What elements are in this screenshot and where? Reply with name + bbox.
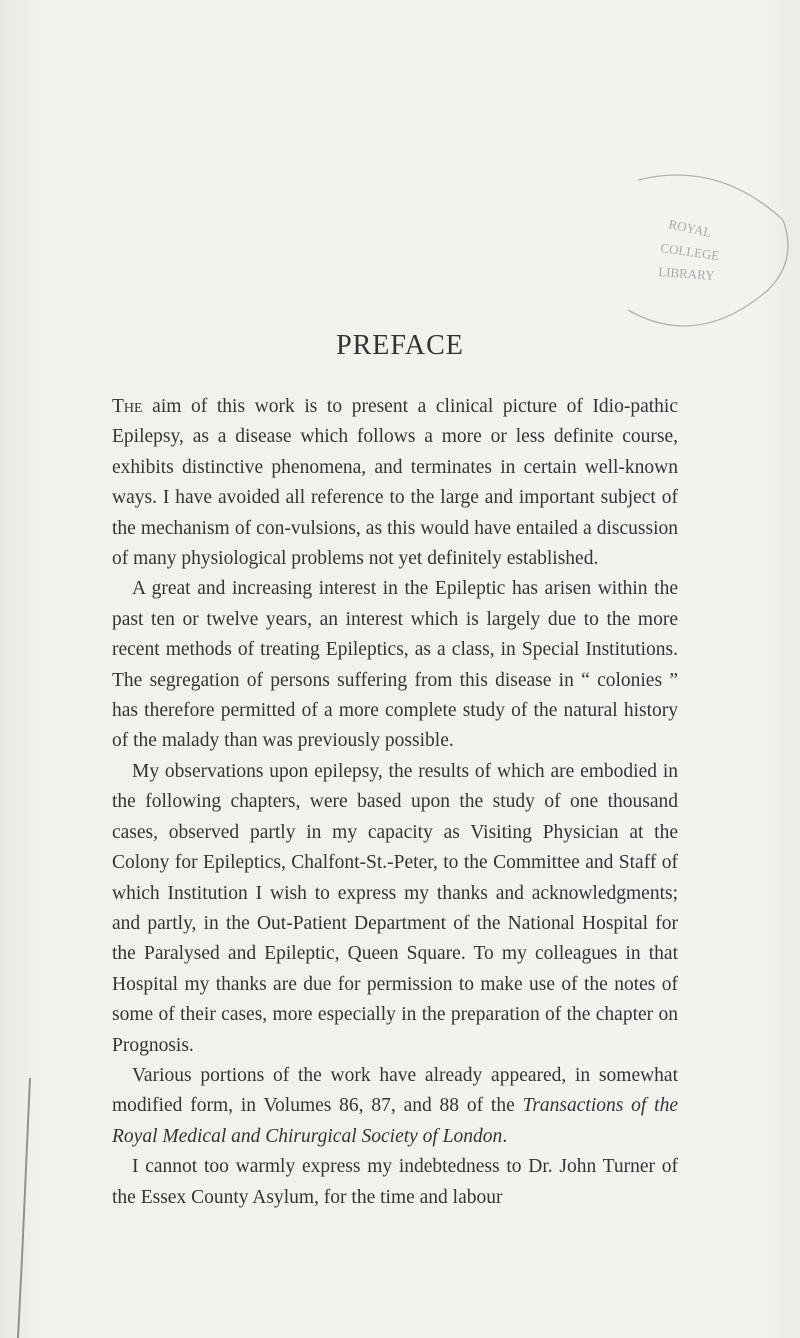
- stamp-line-1: ROYAL: [667, 216, 713, 240]
- paragraph: [112, 1061, 678, 1152]
- page-title: PREFACE: [336, 330, 464, 361]
- journal-title: Transactions of the Royal Medical and Chirurgical Society of London: [112, 1095, 678, 1147]
- paragraph-text: aim of this work is to present a clinical picture of Idio-pathic Epilepsy, as a disease which follows a more or less definite course, exhibits distinctive phenomena, and terminates in certain well-known ways. I have avoided all reference to the large and important subject of the mechanism of con-vulsions, as this would have entailed a discussion of many physiological problems not yet definitely established.: [112, 396, 678, 570]
- paragraph-lead: The: [112, 396, 143, 417]
- paragraph: My observations upon epilepsy, the results of which are embodied in the following chapters, were based upon the study of one thousand cases, observed partly in my capacity as Visiting Physician at the Colony for Epileptics, Chalfont-St.-Peter, to the Committee and Staff of which Institution I wish to express my thanks and acknowledgments; and partly, in the Out-Patient Department of the National Hospital for the Paralysed and Epileptic, Queen Square. To my colleagues in that Hospital my thanks are due for permission to make use of the notes of some of their cases, more especially in the preparation of the chapter on Prognosis.: [112, 760, 678, 1056]
- preface-body: [112, 392, 678, 1213]
- paragraph: A great and increasing interest in the Epileptic has arisen within the past ten or twelve years, an interest which is largely due to the more recent methods of treating Epileptics, as a class, in Special Institutions. The segregation of persons suffering from this disease in “ colonies ” has therefore permitted of a more complete study of the natural history of the malady than was previously possible.: [112, 578, 678, 752]
- paragraph: [112, 392, 678, 574]
- paragraph-text: Various portions of the work have already appeared, in somewhat modified form, in Volumes 86, 87, and 88 of the: [112, 1064, 678, 1117]
- paragraph-tail: .: [502, 1125, 508, 1147]
- paragraph: I cannot too warmly express my indebtedness to Dr. John Turner of the Essex County Asylum, for the time and labour: [112, 1156, 678, 1208]
- stamp-line-3: LIBRARY: [657, 264, 716, 283]
- stamp-line-2: COLLEGE: [659, 240, 721, 264]
- page-edge-shadow: [0, 1078, 40, 1338]
